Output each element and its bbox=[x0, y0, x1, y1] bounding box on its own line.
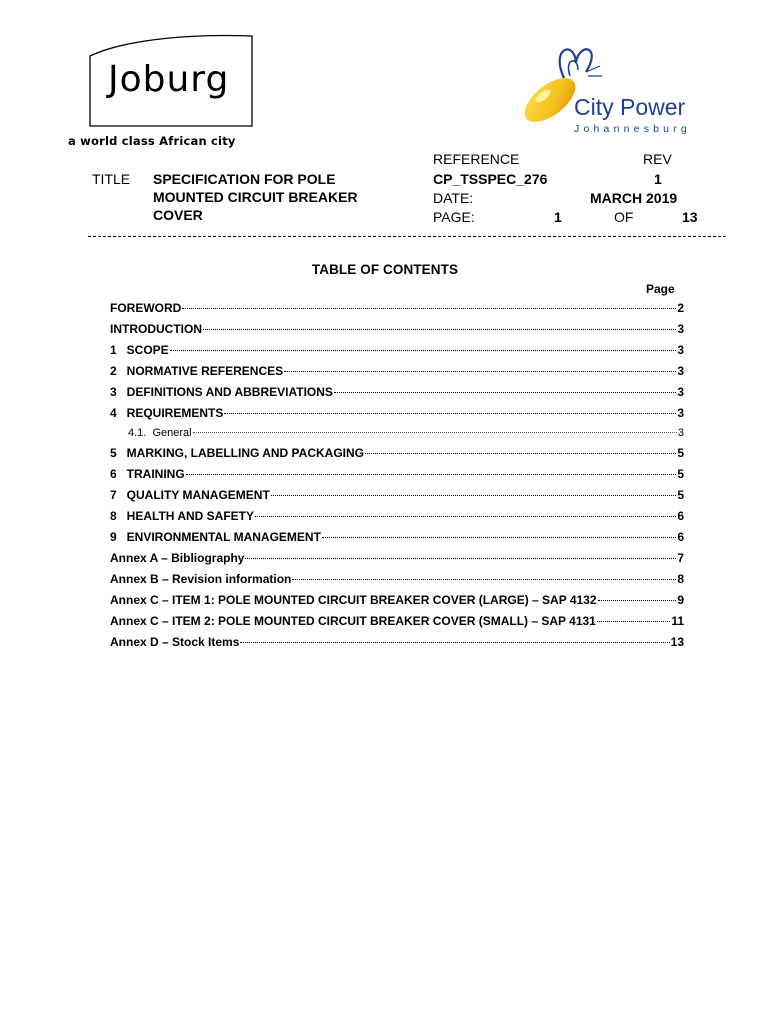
city-power-name: City Power bbox=[574, 94, 686, 120]
toc-entry-page: 2 bbox=[677, 301, 684, 315]
table-of-contents bbox=[110, 298, 684, 653]
toc-entry-label: 7 QUALITY MANAGEMENT bbox=[110, 488, 270, 502]
of-label: OF bbox=[614, 209, 634, 225]
toc-entry-label: Annex D – Stock Items bbox=[110, 635, 240, 649]
joburg-tagline: a world class African city bbox=[68, 134, 236, 148]
toc-entry-label: 6 TRAINING bbox=[110, 467, 185, 481]
toc-leader-dots bbox=[224, 413, 676, 414]
toc-entry-page: 9 bbox=[677, 593, 684, 607]
toc-entry-annex-c-item-1[interactable] bbox=[110, 590, 684, 611]
toc-entry-annex-d[interactable] bbox=[110, 632, 684, 653]
title-label: TITLE bbox=[92, 171, 131, 187]
toc-leader-dots bbox=[245, 558, 676, 559]
toc-leader-dots bbox=[193, 432, 677, 433]
toc-entry-normative-references[interactable] bbox=[110, 361, 684, 382]
toc-leader-dots bbox=[334, 392, 676, 393]
toc-leader-dots bbox=[597, 621, 670, 622]
toc-entry-definitions[interactable] bbox=[110, 382, 684, 403]
date-value: MARCH 2019 bbox=[590, 190, 678, 206]
toc-entry-annex-b[interactable] bbox=[110, 569, 684, 590]
toc-entry-label: 5 MARKING, LABELLING AND PACKAGING bbox=[110, 446, 364, 460]
document-title: SPECIFICATION FOR POLE MOUNTED CIRCUIT BREAKER COVER bbox=[153, 171, 358, 223]
total-pages-value: 13 bbox=[682, 209, 698, 225]
page-value: 1 bbox=[554, 209, 562, 225]
toc-leader-dots bbox=[598, 600, 677, 601]
toc-entry-label: Annex C – ITEM 2: POLE MOUNTED CIRCUIT BREAKER COVER (SMALL) – SAP 4131 bbox=[110, 614, 596, 628]
toc-entry-page: 8 bbox=[677, 572, 684, 586]
toc-entry-page: 6 bbox=[677, 530, 684, 544]
toc-leader-dots bbox=[170, 350, 677, 351]
toc-entry-page: 3 bbox=[677, 343, 684, 357]
toc-entry-label: INTRODUCTION bbox=[110, 322, 202, 336]
toc-leader-dots bbox=[271, 495, 677, 496]
toc-entry-marking[interactable] bbox=[110, 443, 684, 464]
toc-entry-page: 3 bbox=[677, 364, 684, 378]
toc-entry-annex-c-item-2[interactable] bbox=[110, 611, 684, 632]
rev-label: REV bbox=[643, 151, 672, 167]
toc-entry-label: 3 DEFINITIONS AND ABBREVIATIONS bbox=[110, 385, 333, 399]
toc-leader-dots bbox=[255, 516, 676, 517]
toc-entry-label: 2 NORMATIVE REFERENCES bbox=[110, 364, 284, 378]
joburg-logo-text: Joburg bbox=[108, 59, 230, 100]
toc-entry-general[interactable] bbox=[110, 424, 684, 443]
toc-leader-dots bbox=[292, 579, 676, 580]
toc-entry-requirements[interactable] bbox=[110, 403, 684, 424]
toc-entry-health-safety[interactable] bbox=[110, 506, 684, 527]
toc-entry-label: FOREWORD bbox=[110, 301, 182, 315]
toc-heading: TABLE OF CONTENTS bbox=[311, 262, 459, 277]
toc-entry-page: 11 bbox=[671, 614, 684, 628]
reference-label: REFERENCE bbox=[433, 151, 520, 167]
header-divider bbox=[88, 236, 726, 237]
toc-entry-label: 1 SCOPE bbox=[110, 343, 169, 357]
toc-entry-annex-a[interactable] bbox=[110, 548, 684, 569]
toc-page-column-label: Page bbox=[646, 282, 675, 296]
toc-entry-page: 7 bbox=[677, 551, 684, 565]
toc-entry-label: Annex C – ITEM 1: POLE MOUNTED CIRCUIT BREAKER COVER (LARGE) – SAP 4132 bbox=[110, 593, 597, 607]
toc-leader-dots bbox=[284, 371, 676, 372]
toc-entry-quality-management[interactable] bbox=[110, 485, 684, 506]
toc-entry-label: 9 ENVIRONMENTAL MANAGEMENT bbox=[110, 530, 321, 544]
toc-leader-dots bbox=[322, 537, 676, 538]
toc-leader-dots bbox=[182, 308, 676, 309]
toc-entry-page: 3 bbox=[677, 406, 684, 420]
city-power-city: Johannesburg bbox=[574, 123, 691, 135]
toc-leader-dots bbox=[365, 453, 676, 454]
toc-entry-label: Annex A – Bibliography bbox=[110, 551, 245, 565]
toc-entry-foreword[interactable] bbox=[110, 298, 684, 319]
toc-entry-training[interactable] bbox=[110, 464, 684, 485]
toc-entry-environmental[interactable] bbox=[110, 527, 684, 548]
toc-entry-label: 4 REQUIREMENTS bbox=[110, 406, 224, 420]
toc-entry-label: 8 HEALTH AND SAFETY bbox=[110, 509, 255, 523]
toc-entry-scope[interactable] bbox=[110, 340, 684, 361]
toc-entry-page: 5 bbox=[677, 488, 684, 502]
rev-value: 1 bbox=[654, 171, 662, 187]
reference-value: CP_TSSPEC_276 bbox=[433, 171, 548, 187]
toc-entry-introduction[interactable] bbox=[110, 319, 684, 340]
toc-entry-page: 3 bbox=[677, 385, 684, 399]
date-label: DATE: bbox=[433, 190, 474, 206]
toc-leader-dots bbox=[240, 642, 669, 643]
toc-entry-page: 5 bbox=[677, 467, 684, 481]
toc-entry-page: 13 bbox=[670, 635, 684, 649]
toc-leader-dots bbox=[203, 329, 676, 330]
page-label: PAGE: bbox=[433, 209, 475, 225]
toc-entry-page: 3 bbox=[677, 322, 684, 336]
toc-leader-dots bbox=[186, 474, 677, 475]
toc-entry-page: 6 bbox=[677, 509, 684, 523]
toc-entry-label: 4.1. General bbox=[128, 427, 192, 439]
toc-entry-label: Annex B – Revision information bbox=[110, 572, 292, 586]
toc-entry-page: 5 bbox=[677, 446, 684, 460]
toc-entry-page: 3 bbox=[677, 427, 684, 439]
